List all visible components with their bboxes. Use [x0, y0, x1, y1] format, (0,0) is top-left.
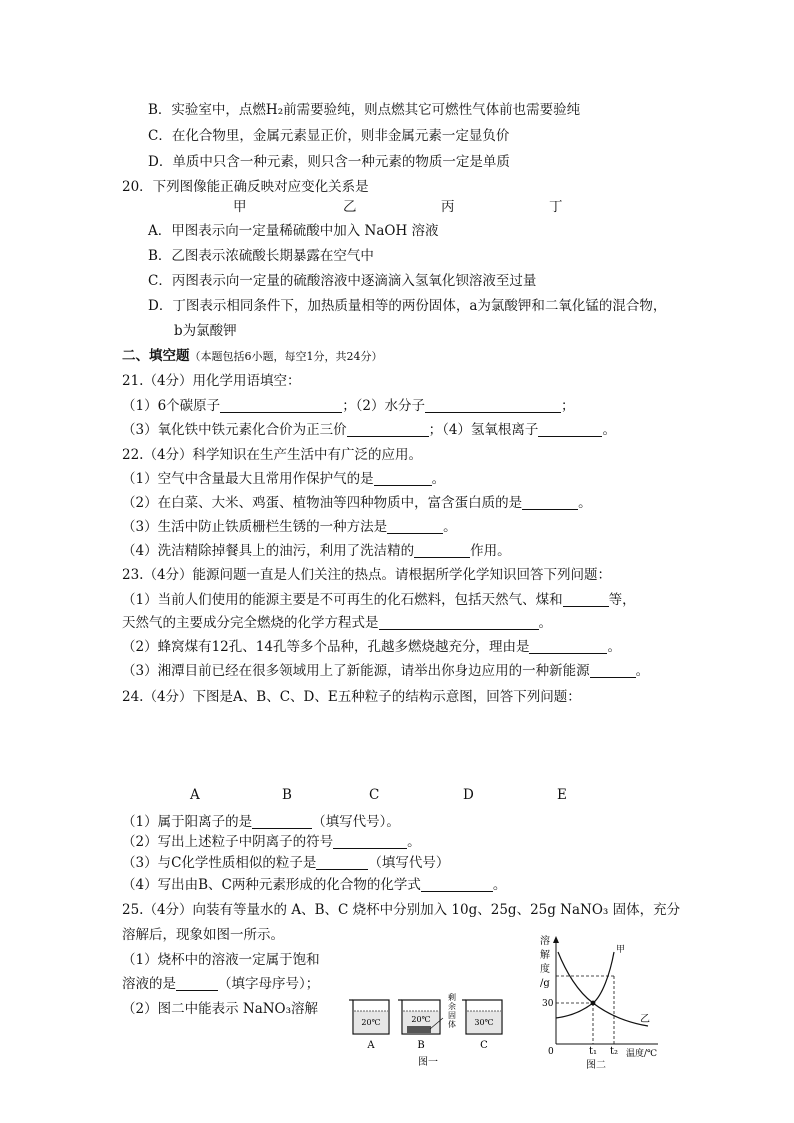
q22-part4b: 作用。 — [470, 543, 511, 559]
q24-label-a: A — [190, 787, 200, 803]
q23-part2: （2）蜂窝煤有12孔、14孔等多个品种，孔越多燃烧越充分，理由是 — [122, 639, 530, 655]
q24-dot2: 。 — [407, 834, 421, 850]
q19-option-d: D．单质中只含一种元素，则只含一种元素的物质一定是单质 — [148, 154, 510, 170]
beaker-a — [349, 1000, 389, 1034]
residue-char: 剩 — [448, 993, 456, 1002]
section-2-note: （本题包括6小题，每空1分，共24分） — [189, 350, 383, 363]
curve-jia — [556, 952, 614, 1018]
q22-dot3: 。 — [443, 519, 457, 535]
q24-label-d: D — [463, 787, 474, 803]
q23-part1b: 等， — [608, 592, 636, 608]
q23-line1 — [122, 591, 636, 609]
ylabel-2: 解 — [540, 950, 550, 961]
q24-label-b: B — [282, 787, 292, 803]
q24-stem: 24.（4分）下图是A、B、C、D、E五种粒子的结构示意图，回答下列问题： — [122, 689, 581, 705]
section-2-title: 二、填空题 — [122, 348, 190, 364]
q21-part2: ；（2）水分子 — [342, 398, 426, 414]
q23-blank4[interactable] — [590, 663, 636, 678]
q23-blank2[interactable] — [379, 615, 539, 630]
q21-part1: （1）6个碳原子 — [122, 398, 221, 414]
q20-option-b: B．乙图表示浓硫酸长期暴露在空气中 — [148, 248, 374, 264]
q23-part3: （3）湘潭目前已经在很多领域用上了新能源，请举出你身边应用的一种新能源 — [122, 663, 590, 679]
q20-option-a: A．甲图表示向一定量稀硫酸中加入 NaOH 溶液 — [148, 223, 439, 239]
q23-line2 — [122, 614, 552, 632]
q23-part1c: 天然气的主要成分完全燃烧的化学方程式是 — [122, 615, 379, 631]
ylabel-1: 溶 — [540, 936, 550, 947]
q24-line1 — [122, 813, 400, 831]
xlabel: 温度/℃ — [626, 1049, 658, 1059]
q22-line4 — [122, 542, 511, 560]
intersection-point — [591, 1001, 596, 1006]
beaker-a-temp: 20℃ — [361, 1018, 381, 1027]
q23-part1a: （1）当前人们使用的能源主要是不可再生的化石燃料，包括天然气、煤和 — [122, 592, 563, 608]
beaker-b-residue — [407, 1026, 431, 1033]
beaker-b-label: B — [417, 1040, 425, 1051]
q23-blank1[interactable] — [563, 592, 609, 607]
y-tick-30: 30 — [542, 999, 554, 1009]
q20-fig-label-jia: 甲 — [233, 199, 247, 215]
residue-label — [448, 992, 456, 1029]
q20-option-d-line2: b为氯酸钾 — [174, 323, 237, 339]
solubility-chart — [536, 930, 666, 1070]
q19-option-b: B．实验室中，点燃H₂前需要验纯，则点燃其它可燃性气体前也需要验纯 — [148, 102, 581, 118]
q25-part1b: 溶液的是 — [122, 976, 176, 992]
q22-part4a: （4）洗洁精除掉餐具上的油污，利用了洗洁精的 — [122, 543, 415, 559]
q25-line2 — [122, 975, 319, 993]
y-axis-arrow — [553, 936, 559, 943]
q19-option-c: C．在化合物里，金属元素显正价，则非金属元素一定显负价 — [148, 128, 510, 144]
q22-line3 — [122, 518, 457, 536]
q22-part2: （2）在白菜、大米、鸡蛋、植物油等四种物质中，富含蛋白质的是 — [122, 495, 523, 511]
q24-label-c: C — [369, 787, 380, 803]
q24-blank1[interactable] — [252, 814, 312, 829]
q21-semi: ； — [561, 398, 575, 414]
q23-stem: 23.（4分）能源问题一直是人们关注的热点。请根据所学化学知识回答下列问题： — [122, 567, 612, 583]
q24-dot4: 。 — [492, 877, 507, 893]
q24-blank2[interactable] — [333, 834, 407, 849]
q20-option-c: C．丙图表示向一定量的硫酸溶液中逐滴滴入氢氧化钡溶液至过量 — [148, 273, 537, 289]
q23-blank3[interactable] — [529, 639, 607, 654]
q23-dot2: 。 — [538, 615, 552, 631]
curve-yi-label: 乙 — [640, 1014, 650, 1025]
beaker-c — [462, 1000, 502, 1034]
section-2-heading — [122, 347, 383, 366]
q23-line3 — [122, 638, 621, 656]
residue-char: 固 — [448, 1011, 456, 1020]
q21-line1 — [122, 397, 575, 415]
q20-option-d-line1: D．丁图表示相同条件下，加热质量相等的两份固体，a为氯酸钾和二氧化锰的混合物， — [148, 298, 667, 314]
q24-label-e: E — [557, 787, 567, 803]
q20-fig-label-yi: 乙 — [343, 199, 357, 215]
q20-fig-label-ding: 丁 — [549, 199, 563, 215]
beaker-c-label: C — [480, 1040, 488, 1051]
q21-dot: 。 — [602, 422, 616, 438]
q22-line2 — [122, 494, 592, 512]
q22-blank4[interactable] — [414, 543, 470, 558]
q24-part4: （4）写出由B、C两种元素形成的化合物的化学式 — [122, 877, 421, 893]
q21-part4: ；（4）氢氧根离子 — [428, 422, 539, 438]
q24-part1a: （1）属于阳离子的是 — [122, 814, 253, 830]
q25-blank1[interactable] — [176, 976, 218, 991]
ylabel-3: 度 — [540, 964, 550, 975]
q25-part2: （2）图二中能表示 NaNO₃溶解 — [122, 1001, 319, 1017]
figure-2-caption: 图二 — [586, 1060, 606, 1070]
beaker-figure — [344, 988, 514, 1068]
q20-fig-label-bing: 丙 — [441, 199, 455, 215]
residue-char: 余 — [448, 1002, 456, 1011]
q24-blank4[interactable] — [421, 877, 493, 892]
beaker-c-temp: 30℃ — [474, 1018, 494, 1027]
ylabel-4: /g — [540, 978, 550, 989]
q25-part1a: （1）烧杯中的溶液一定属于饱和 — [122, 952, 320, 968]
q20-stem: 20．下列图像能正确反映对应变化关系是 — [122, 179, 369, 195]
q24-blank3[interactable] — [316, 855, 368, 870]
q21-part3: （3）氧化铁中铁元素化合价为正三价 — [122, 422, 347, 438]
q25-stem-line2: 溶解后，现象如图一所示。 — [122, 927, 284, 943]
q21-blank4[interactable] — [538, 422, 602, 437]
q24-part2: （2）写出上述粒子中阴离子的符号 — [122, 834, 334, 850]
q24-line2 — [122, 833, 421, 851]
q22-dot1: 。 — [431, 471, 446, 487]
q24-part3b: （填写代号） — [368, 855, 450, 871]
q25-stem-line1: 25.（4分）向装有等量水的 A、B、C 烧杯中分别加入 10g、25g、25g NaNO₃ 固体，充分 — [122, 902, 681, 918]
beaker-a-label: A — [367, 1040, 375, 1051]
q21-blank1[interactable] — [220, 398, 342, 413]
q22-dot2: 。 — [578, 495, 592, 511]
x-tick-t1: t₁ — [589, 1046, 598, 1057]
curve-jia-label: 甲 — [616, 945, 626, 955]
q25-part1c: （填字母序号）； — [218, 976, 320, 992]
q21-stem: 21.（4分）用化学用语填空： — [122, 373, 301, 389]
q24-line4 — [122, 876, 506, 894]
q24-line3 — [122, 854, 449, 872]
q22-part3: （3）生活中防止铁质栅栏生锈的一种方法是 — [122, 519, 388, 535]
q22-line1 — [122, 470, 445, 488]
q24-part3a: （3）与C化学性质相似的粒子是 — [122, 855, 317, 871]
q21-blank3[interactable] — [347, 422, 429, 437]
q22-part1: （1）空气中含量最大且常用作保护气的是 — [122, 471, 374, 487]
x-tick-t2: t₂ — [610, 1046, 619, 1057]
figure-1-caption: 图一 — [418, 1057, 438, 1068]
q22-blank2[interactable] — [522, 495, 578, 510]
q21-line2 — [122, 421, 616, 439]
q23-line4 — [122, 662, 649, 680]
beaker-b-temp: 20℃ — [411, 1015, 431, 1024]
q22-stem: 22.（4分）科学知识在生产生活中有广泛的应用。 — [122, 447, 423, 463]
q23-dot4: 。 — [635, 663, 650, 679]
q22-blank3[interactable] — [387, 519, 443, 534]
residue-char: 体 — [448, 1020, 456, 1029]
q22-blank1[interactable] — [374, 471, 432, 486]
q24-part1b: （填写代号）。 — [312, 814, 400, 830]
q21-blank2[interactable] — [425, 398, 561, 413]
origin-label: 0 — [548, 1047, 554, 1057]
q23-dot3: 。 — [607, 639, 621, 655]
